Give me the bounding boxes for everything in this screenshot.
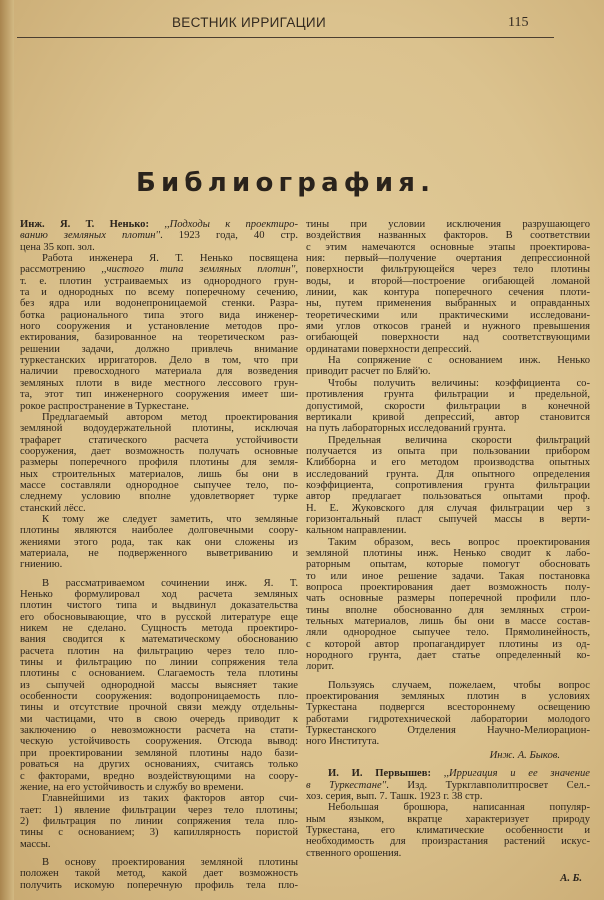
text-line: ного сооружения и установление методов про-	[20, 321, 298, 333]
text-line: воды, и второй—построение огибающей ломаной	[306, 275, 590, 287]
text-line: раторным опытам, которые помогут обосновать	[306, 559, 590, 571]
text-line: ственного орошения.	[306, 847, 402, 859]
text-line: гниению.	[20, 559, 63, 571]
text-line: ляли однородное сыпучее тело. Прямолинейность,	[306, 627, 590, 639]
text-line: Работа инженера Я. Т. Ненько посвящена	[42, 253, 298, 265]
author-name: Инж. Я. Т. Ненько:	[20, 219, 165, 230]
text-line: ординатами поверхности депрессий.	[306, 343, 472, 355]
text-line: массе составляли однородное сыпучее тело, по-	[20, 479, 298, 491]
paragraph	[306, 355, 590, 378]
text-line: с которой автор пропагандирует плотины из од-	[306, 638, 590, 650]
text-line	[20, 230, 298, 241]
text-line: хоз. серия, вып. 7. Ташк. 1923 г. 38 стр.	[306, 790, 483, 802]
text-line: с этим намечаются основные этапы проектирова-	[306, 241, 590, 253]
text-line: тины вполне обоснованно для земляных строи-	[306, 604, 590, 616]
book-title: ванию земляных плотин''	[20, 230, 161, 242]
text-line: следнему условию вполне удовлетворяет турке	[20, 491, 298, 503]
author-name: И. И. Первышев:	[328, 768, 444, 780]
text-line: допустимой, скорости фильтрации в конечной	[306, 400, 590, 412]
text-line: массы.	[20, 838, 51, 850]
book-title: ,,Подходы к проектиро-	[164, 219, 298, 230]
text-line: лорит.	[306, 661, 335, 673]
page-number: 115	[508, 15, 529, 30]
text-line: проектирования земляных плотин в условиях	[306, 691, 590, 703]
text-line: нородного грунта, дает статье определенный ко-	[306, 650, 590, 662]
text-segment: ,	[295, 264, 298, 276]
text-line: никем не сделано. Сущность метода проектиро-	[20, 623, 298, 635]
text-line: на путь лабораторных исследований грунта.	[306, 423, 506, 435]
text-line: положен такой метод, какой дает возможность	[20, 868, 298, 880]
text-line: работами гидротехнической лаборатории молодого	[306, 713, 590, 725]
text-line: ботка рационального типа этого вида инженер-	[20, 309, 298, 321]
text-line	[306, 768, 590, 779]
book-title: ,,Ирригация и ее значение	[443, 768, 590, 780]
review-1-continuation	[306, 219, 590, 748]
text-line: т. е. плотин устраиваемых из однородного грун-	[20, 275, 298, 287]
text-line: трафарет статического расчета устойчивости	[20, 434, 298, 446]
text-line: ния: первый—получение очертания депрессионной	[306, 253, 590, 265]
paragraph	[306, 537, 590, 673]
signature-reviewer-1: Инж. А. Быков.	[489, 749, 560, 761]
text-line: сооружения, дает возможность получать основные	[20, 445, 298, 457]
text-line: земляных плоти в виде местного лессового грун-	[20, 377, 298, 389]
paragraph	[20, 793, 298, 850]
text-line: 2) фильтрация по линии сопряжения тела пло-	[20, 815, 298, 827]
text-line: К тому же следует заметить, что земляные	[42, 513, 298, 525]
text-line: с факторами, вредно воздействующими на соору-	[20, 770, 298, 782]
text-line: получается из опыта при пользовании прибором	[306, 445, 590, 457]
right-column	[306, 219, 590, 884]
paragraph	[20, 253, 298, 412]
paragraph	[306, 435, 590, 537]
paragraph	[20, 514, 298, 571]
text-line: плотины являются наиболее долговечными соору-	[20, 525, 298, 537]
left-column	[20, 219, 298, 891]
text-line: ного Института.	[306, 736, 380, 748]
text-line: Туркестана, его климатические особенности и	[306, 824, 590, 836]
text-line: ны, путем применения выбранных и оправданных	[306, 298, 590, 310]
text-line: Предельная величина скорости фильтраций	[328, 434, 590, 446]
review-2	[306, 768, 590, 859]
text-line: ных строительных материалов, лишь бы они в	[20, 468, 298, 480]
paragraph	[20, 412, 298, 514]
text-line: ми частицами, что в свою очередь приводит к	[20, 713, 298, 725]
text-line: из сыпучей однородной массы выясняет такие	[20, 679, 298, 691]
paragraph	[20, 857, 298, 891]
paragraph	[306, 680, 590, 748]
signature-reviewer-2: А. Б.	[560, 872, 582, 884]
text-line: размеры поперечного профиля плотины для земля-	[20, 457, 298, 469]
text-line: жениями этого рода, так как они сложены из	[20, 536, 298, 548]
text-line: вопроса проектирования дает возможность полу-	[306, 582, 590, 593]
text-line: приводит расчет по Бляй'ю.	[306, 366, 431, 378]
text-line: вания сводится к математическому обоснованию	[20, 634, 298, 646]
text-line: необходимость для произрастания растений искус-	[306, 836, 590, 848]
paragraph	[20, 578, 298, 794]
text-line: Пользуясь случаем, пожелаем, чтобы вопрос	[328, 679, 590, 691]
text-line: тины с основанием; 3) капиллярность пористой	[20, 827, 298, 839]
text-line: тельных материалов, лишь бы они в массе состав-	[306, 616, 590, 628]
text-line: теоретическими или практическими исследовани-	[306, 309, 590, 321]
text-line: ектирования, базированное на теоретическом раз-	[20, 332, 298, 344]
section-title: Библиография.	[136, 168, 436, 198]
text-line: земляной водоудержательной плотины, исключая	[20, 423, 298, 435]
text-line: горизонтальный пласт сыпучей массы в верти-	[306, 513, 590, 525]
text-line: роваться на других основаниях, считаясь только	[20, 759, 298, 771]
paragraph	[306, 802, 590, 859]
text-line: получить искомую поперечную профиль тела пло-	[20, 879, 298, 891]
text-line: В рассматриваемом сочинении инж. Я. Т.	[42, 577, 298, 589]
text-line: противления грунта фильтрации и предельной,	[306, 389, 590, 401]
text-line	[20, 219, 298, 230]
text-line: Чтобы получить величины: коэффициента со-	[328, 377, 590, 389]
text-line: исследований грунта. Для опытного определения	[306, 468, 590, 480]
text-segment: рассмотрению	[20, 264, 102, 276]
text-line: при проектировании земляной плотины надо бази-	[20, 747, 298, 759]
text-line: наличии превосходного материала для возведения	[20, 366, 298, 378]
text-line: цена 35 коп. зол.	[20, 241, 95, 253]
text-line: поверхности фильтрующейся через тело плотины	[306, 264, 590, 276]
text-line: без ядра или водонепроницаемой стенки. Разра-	[20, 298, 298, 310]
page-edge-shadow	[0, 0, 14, 900]
text-line: станский лёсс.	[20, 502, 86, 514]
paragraph	[306, 768, 590, 802]
text-line: тины и фильтрацию по линии сопряжения тела	[20, 657, 298, 669]
text-line: коэффициента, сопротивления грунта фильтрации	[306, 479, 590, 491]
text-line: тины и отсутствие прочной связи между отдельны-	[20, 702, 298, 714]
text-line: плотин чистого типа и выдвинул доказательства	[20, 600, 298, 612]
text-line: особенности сооружения: водопроницаемость пло-	[20, 691, 298, 703]
text-line: Туркестанского Отделения Научно-Мелиорацион-	[306, 725, 590, 737]
text-line: его обосновывающие, что в русской литературе еще	[20, 611, 298, 623]
text-line: вертикали кривой депрессий, автор становится	[306, 411, 590, 423]
text-line: автор предлагает пользоваться опытами проф.	[306, 491, 590, 503]
text-line: Предлагаемый автором метод проектирования	[42, 411, 298, 423]
text-segment: . 1923 года, 40 стр.	[160, 230, 298, 242]
text-segment: . Изд. Туркглавполитпросвет Сел.-	[386, 779, 591, 791]
text-line: тины при условии исключения разрушающего	[306, 219, 590, 230]
text-line: Н. Е. Жуковского для случая фильтрации чер з	[306, 502, 590, 514]
book-title: в Туркестане''	[306, 779, 387, 791]
text-line: решении задачи, должно привлечь внимание	[20, 343, 298, 355]
text-line: чать основные размеры поперечной профили пло-	[306, 593, 590, 605]
text-line: Таким образом, весь вопрос проектирования	[328, 536, 590, 548]
text-line: плотины с основанием. Слагаемость тела плотины	[20, 668, 298, 680]
text-line: ным языком, вкратце характеризует природу	[306, 813, 590, 825]
text-line: туркестанских ирригаторов. Дело в том, что при	[20, 355, 298, 367]
text-line: Небольшая брошюра, написанная популяр-	[328, 802, 590, 814]
text-line	[20, 264, 298, 275]
text-line: жение, на его устойчивость и службу во времени.	[20, 781, 244, 793]
text-line: Ненько формулировал ход расчета земляных	[20, 589, 298, 600]
text-line: На сопряжение с основанием инж. Ненько	[328, 355, 590, 367]
text-line: расчета плотин на фильтрацию через тело пло-	[20, 645, 298, 657]
text-line: заключению о невозможности расчета на стати-	[20, 725, 298, 737]
text-line: Клибборна и его методом производства опытных	[306, 457, 590, 469]
text-line	[306, 780, 590, 791]
paragraph	[306, 378, 590, 435]
text-line: ческую устойчивость сооружения. Отсюда вывод:	[20, 736, 298, 748]
paragraph	[20, 219, 298, 253]
text-line: кальном направлении.	[306, 525, 407, 537]
text-line: воздействия названных факторов. В соответствии	[306, 230, 590, 242]
text-line: В основу проектирования земляной плотины	[42, 856, 298, 868]
text-line: огибающей поверхности над соответствующими	[306, 332, 590, 344]
text-line: то или иное решение задачи. Такая постановка	[306, 570, 590, 582]
text-line: та, этот тип инженерного сооружения имеет ши-	[20, 389, 298, 401]
text-line: тает: 1) явление фильтрации через тело плотины;	[20, 804, 298, 816]
text-line: та и однородных по всему поперечному сечению,	[20, 287, 298, 299]
text-line: линии, как контура поперечного сечения плоти-	[306, 287, 590, 299]
text-line: ями углов откосов граней и нужного превышения	[306, 321, 590, 333]
text-line: Туркестана подвергся всестороннему освещению	[306, 702, 590, 714]
running-title: ВЕСТНИК ИРРИГАЦИИ	[172, 15, 326, 30]
text-line: земляной плотины инж. Ненько сводит к лабо-	[306, 547, 590, 559]
text-line: рокое распространение в Туркестане.	[20, 400, 189, 412]
book-title: ,,чистого типа земляных плотин''	[101, 264, 296, 276]
text-line: Главнейшими из таких факторов автор счи-	[42, 793, 298, 805]
header-rule	[17, 37, 554, 38]
paragraph	[306, 219, 590, 355]
text-line: материала, не подверженного выветриванию и	[20, 547, 298, 559]
